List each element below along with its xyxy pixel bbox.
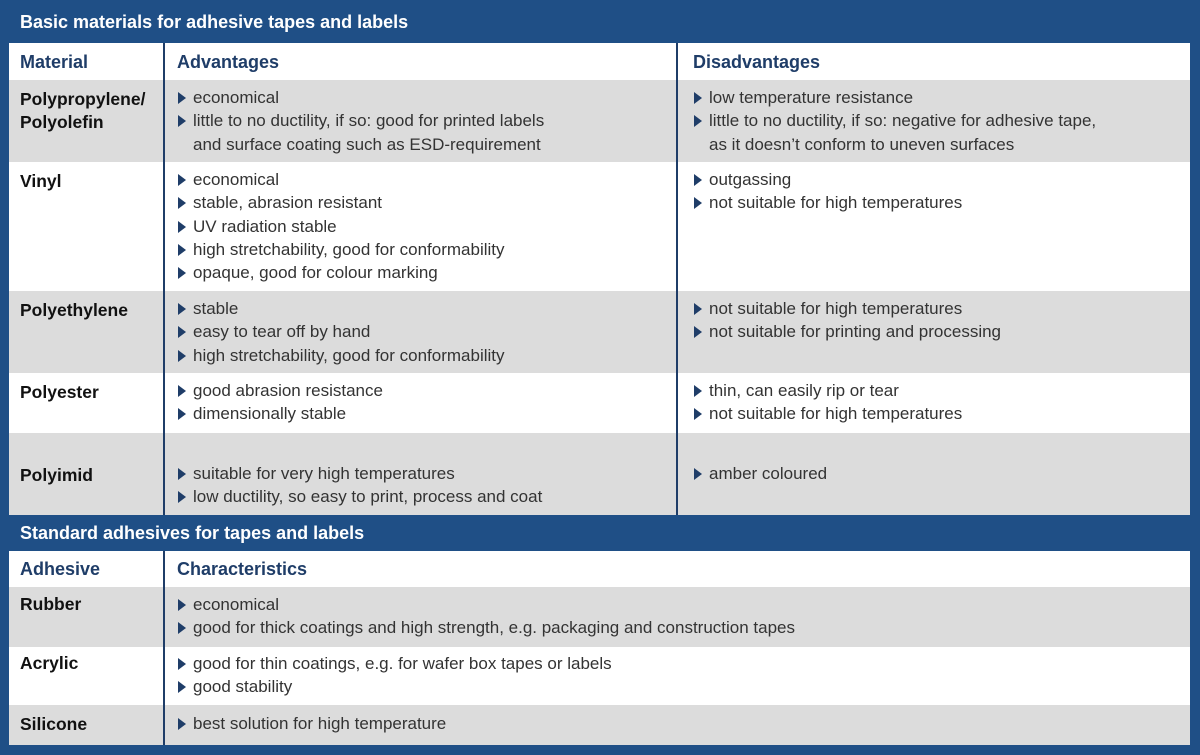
header-material: Material (20, 52, 89, 72)
list-item: not suitable for high temperatures (693, 297, 1001, 320)
list-item: not suitable for high temperatures (693, 402, 962, 425)
list-item: little to no ductility, if so: good for printed labels and surface coating such as ESD-requirement (177, 109, 544, 156)
adhesives-table (9, 551, 1190, 745)
materials-section-title: Basic materials for adhesive tapes and labels (20, 12, 409, 32)
column-divider (163, 43, 165, 515)
adhesives-section-title: Standard adhesives for tapes and labels (20, 523, 365, 543)
column-divider (163, 551, 165, 745)
advantages-list (177, 297, 505, 367)
table-row (9, 373, 1190, 433)
list-item: good stability (177, 675, 612, 698)
list-item: thin, can easily rip or tear (693, 379, 962, 402)
list-item: dimensionally stable (177, 402, 383, 425)
list-item: not suitable for printing and processing (693, 320, 1001, 343)
table-row (9, 162, 1190, 291)
disadvantages-list (693, 379, 962, 426)
materials-table (9, 43, 1190, 515)
materials-header-row (9, 43, 1190, 80)
list-item: good abrasion resistance (177, 379, 383, 402)
material-name: Polyimid (20, 465, 93, 485)
characteristics-list (177, 593, 795, 640)
list-item: stable (177, 297, 505, 320)
list-item: suitable for very high temperatures (177, 462, 542, 485)
header-advantages: Advantages (177, 52, 280, 72)
adhesive-name: Rubber (20, 594, 82, 614)
list-item: little to no ductility, if so: negative for adhesive tape, as it doesn’t conform to uneven surfaces (693, 109, 1096, 156)
header-adhesive: Adhesive (20, 559, 101, 579)
material-name (20, 88, 145, 134)
material-name-line2: Polyolefin (20, 112, 104, 132)
disadvantages-list (693, 462, 827, 485)
header-disadvantages: Disadvantages (693, 52, 821, 72)
table-row (9, 647, 1190, 705)
material-name: Polyethylene (20, 300, 128, 320)
list-item: outgassing (693, 168, 962, 191)
list-item: UV radiation stable (177, 215, 505, 238)
disadvantages-list (693, 86, 1096, 156)
column-divider (676, 43, 678, 515)
list-item: high stretchability, good for conformability (177, 344, 505, 367)
disadvantages-list (693, 297, 1001, 344)
list-item: not suitable for high temperatures (693, 191, 962, 214)
list-item: economical (177, 86, 544, 109)
characteristics-list (177, 712, 446, 735)
adhesives-header-row (9, 551, 1190, 587)
table-row (9, 705, 1190, 745)
list-item: easy to tear off by hand (177, 320, 505, 343)
table-row (9, 433, 1190, 515)
list-item: low temperature resistance (693, 86, 1096, 109)
disadvantages-list (693, 168, 962, 215)
table-row (9, 587, 1190, 647)
advantages-list (177, 168, 505, 284)
table-row (9, 80, 1190, 162)
list-item: good for thin coatings, e.g. for wafer box tapes or labels (177, 652, 612, 675)
table-row (9, 291, 1190, 373)
list-item: low ductility, so easy to print, process and coat (177, 485, 542, 508)
list-item: amber coloured (693, 462, 827, 485)
list-item: economical (177, 593, 795, 616)
header-characteristics: Characteristics (177, 559, 308, 579)
advantages-list (177, 462, 542, 509)
adhesive-name: Acrylic (20, 653, 79, 673)
list-item: opaque, good for colour marking (177, 261, 505, 284)
material-name: Polyester (20, 382, 99, 402)
adhesive-name: Silicone (20, 714, 88, 734)
list-item: economical (177, 168, 505, 191)
advantages-list (177, 379, 383, 426)
material-name: Vinyl (20, 171, 62, 191)
list-item: stable, abrasion resistant (177, 191, 505, 214)
list-item: best solution for high temperature (177, 712, 446, 735)
list-item: high stretchability, good for conformability (177, 238, 505, 261)
advantages-list (177, 86, 544, 156)
list-item: good for thick coatings and high strength, e.g. packaging and construction tapes (177, 616, 795, 639)
material-name-line1: Polypropylene/ (20, 89, 146, 109)
characteristics-list (177, 652, 612, 699)
